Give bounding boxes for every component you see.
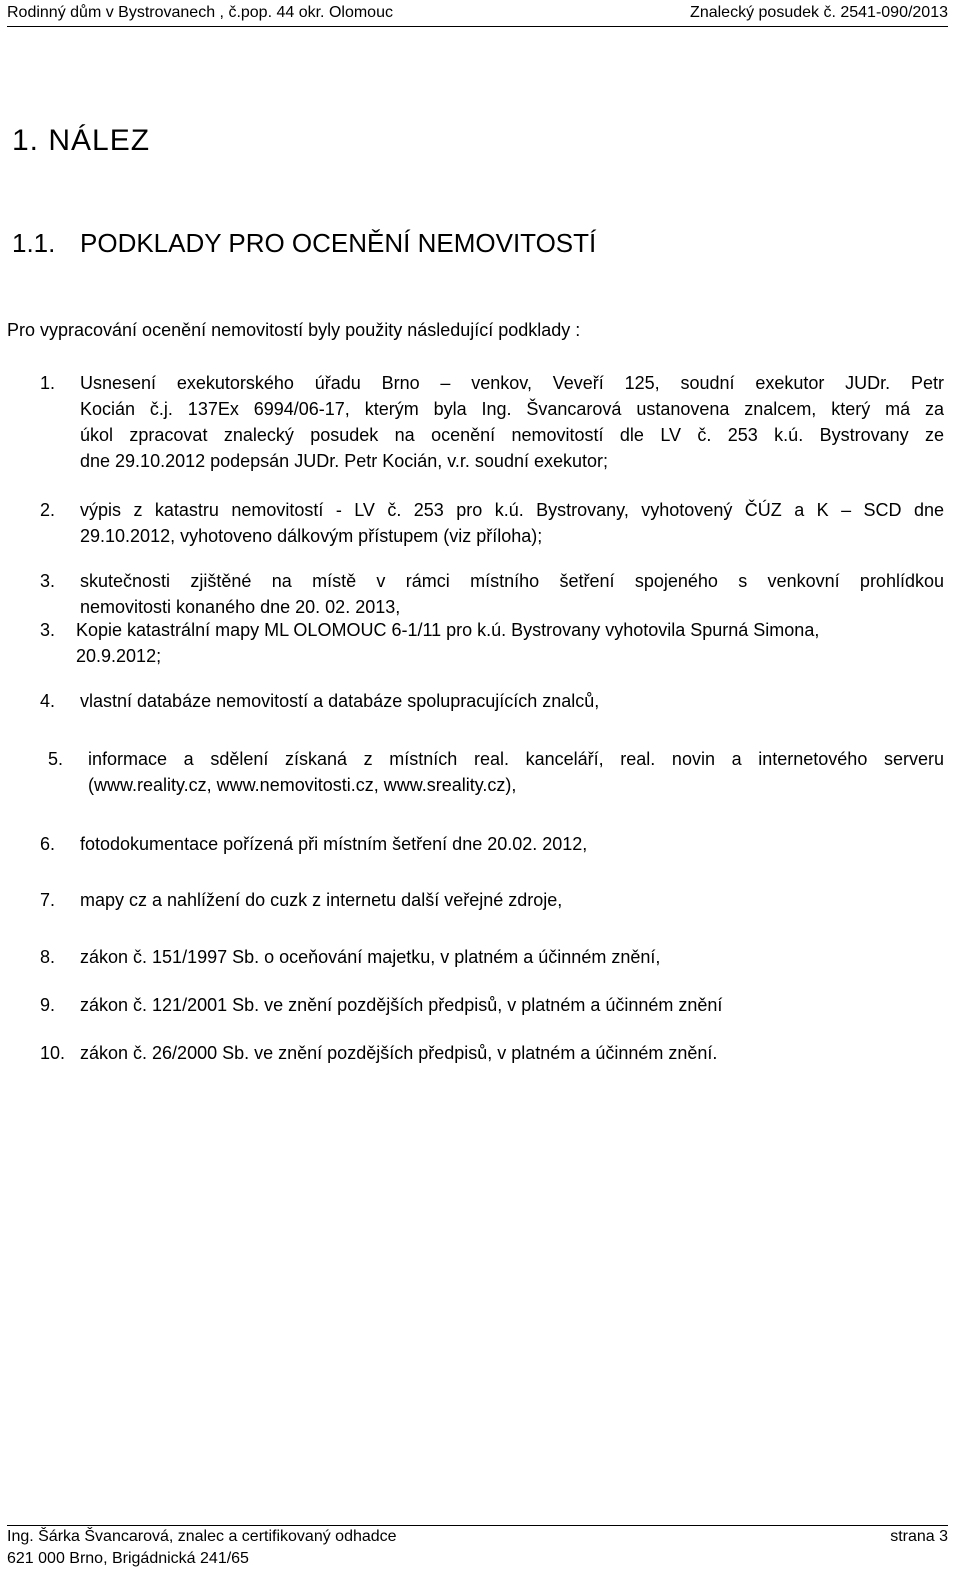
item-line: mapy cz a nahlížení do cuzk z internetu další veřejné zdroje, [80, 890, 563, 910]
header-report-number: Znalecký posudek č. 2541-090/2013 [690, 4, 948, 21]
item-number: 9. [40, 995, 56, 1015]
item-line: dne 29.10.2012 podepsán JUDr. Petr Kocián, v.r. soudní exekutor; [80, 451, 609, 471]
list-item [40, 370, 944, 480]
item-number: 8. [40, 947, 56, 967]
item-line: nemovitosti konaného dne 20. 02. 2013, [80, 597, 401, 617]
item-number: 1. [40, 373, 56, 393]
subsection-title: PODKLADY PRO OCENĚNÍ NEMOVITOSTÍ [80, 228, 597, 258]
footer-address: 621 000 Brno, Brigádnická 241/65 [7, 1550, 249, 1567]
item-line: zákon č. 121/2001 Sb. ve znění pozdějších předpisů, v platném a účinném znění [80, 995, 723, 1015]
item-line: 29.10.2012, vyhotoveno dálkovým přístupem (viz příloha); [80, 526, 543, 546]
item-line: (www.reality.cz, www.nemovitosti.cz, www.sreality.cz), [88, 775, 517, 795]
section-title: 1. NÁLEZ [12, 124, 151, 157]
subsection-number: 1.1. [12, 228, 56, 258]
item-number: 7. [40, 890, 56, 910]
item-number: 3. [40, 620, 56, 640]
item-number: 5. [48, 749, 64, 769]
item-line: výpis z katastru nemovitostí - LV č. 253 pro k.ú. Bystrovany, vyhotovený ČÚZ a K – SCD dne [80, 500, 944, 520]
item-line: Kopie katastrální mapy ML OLOMOUC 6-1/11 pro k.ú. Bystrovany vyhotovila Spurná Simona, [76, 620, 820, 640]
item-line: skutečnosti zjištěné na místě v rámci místního šetření spojeného s venkovní prohlídkou [80, 571, 944, 591]
item-number: 3. [40, 571, 56, 591]
footer-author: Ing. Šárka Švancarová, znalec a certifikovaný odhadce [7, 1528, 397, 1545]
item-line: vlastní databáze nemovitostí a databáze spolupracujících znalců, [80, 691, 600, 711]
item-line: Kocián č.j. 137Ex 6994/06-17, kterým byla Ing. Švancarová ustanovena znalcem, který má za [80, 399, 944, 419]
item-number: 2. [40, 500, 56, 520]
item-line: fotodokumentace pořízená při místním šetření dne 20.02. 2012, [80, 834, 588, 854]
item-line: informace a sdělení získaná z místních real. kanceláří, real. novin a internetového serveru [88, 749, 944, 769]
page-header [7, 4, 948, 27]
item-number: 10. [40, 1043, 66, 1063]
item-line: zákon č. 26/2000 Sb. ve znění pozdějších předpisů, v platném a účinném znění. [80, 1043, 718, 1063]
page-footer [7, 1525, 948, 1567]
header-property: Rodinný dům v Bystrovanech , č.pop. 44 okr. Olomouc [7, 4, 393, 21]
item-line: 20.9.2012; [76, 646, 162, 666]
intro-text: Pro vypracování ocenění nemovitostí byly použity následující podklady : [7, 320, 581, 340]
item-line: Usnesení exekutorského úřadu Brno – venkov, Veveří 125, soudní exekutor JUDr. Petr [80, 373, 944, 393]
item-line: úkol zpracovat znalecký posudek na ocenění nemovitostí dle LV č. 253 k.ú. Bystrovany ze [80, 425, 944, 445]
item-line: zákon č. 151/1997 Sb. o oceňování majetku, v platném a účinném znění, [80, 947, 661, 967]
item-number: 6. [40, 834, 56, 854]
item-number: 4. [40, 691, 56, 711]
subsection-heading [12, 228, 596, 259]
page-number: strana 3 [890, 1528, 948, 1545]
